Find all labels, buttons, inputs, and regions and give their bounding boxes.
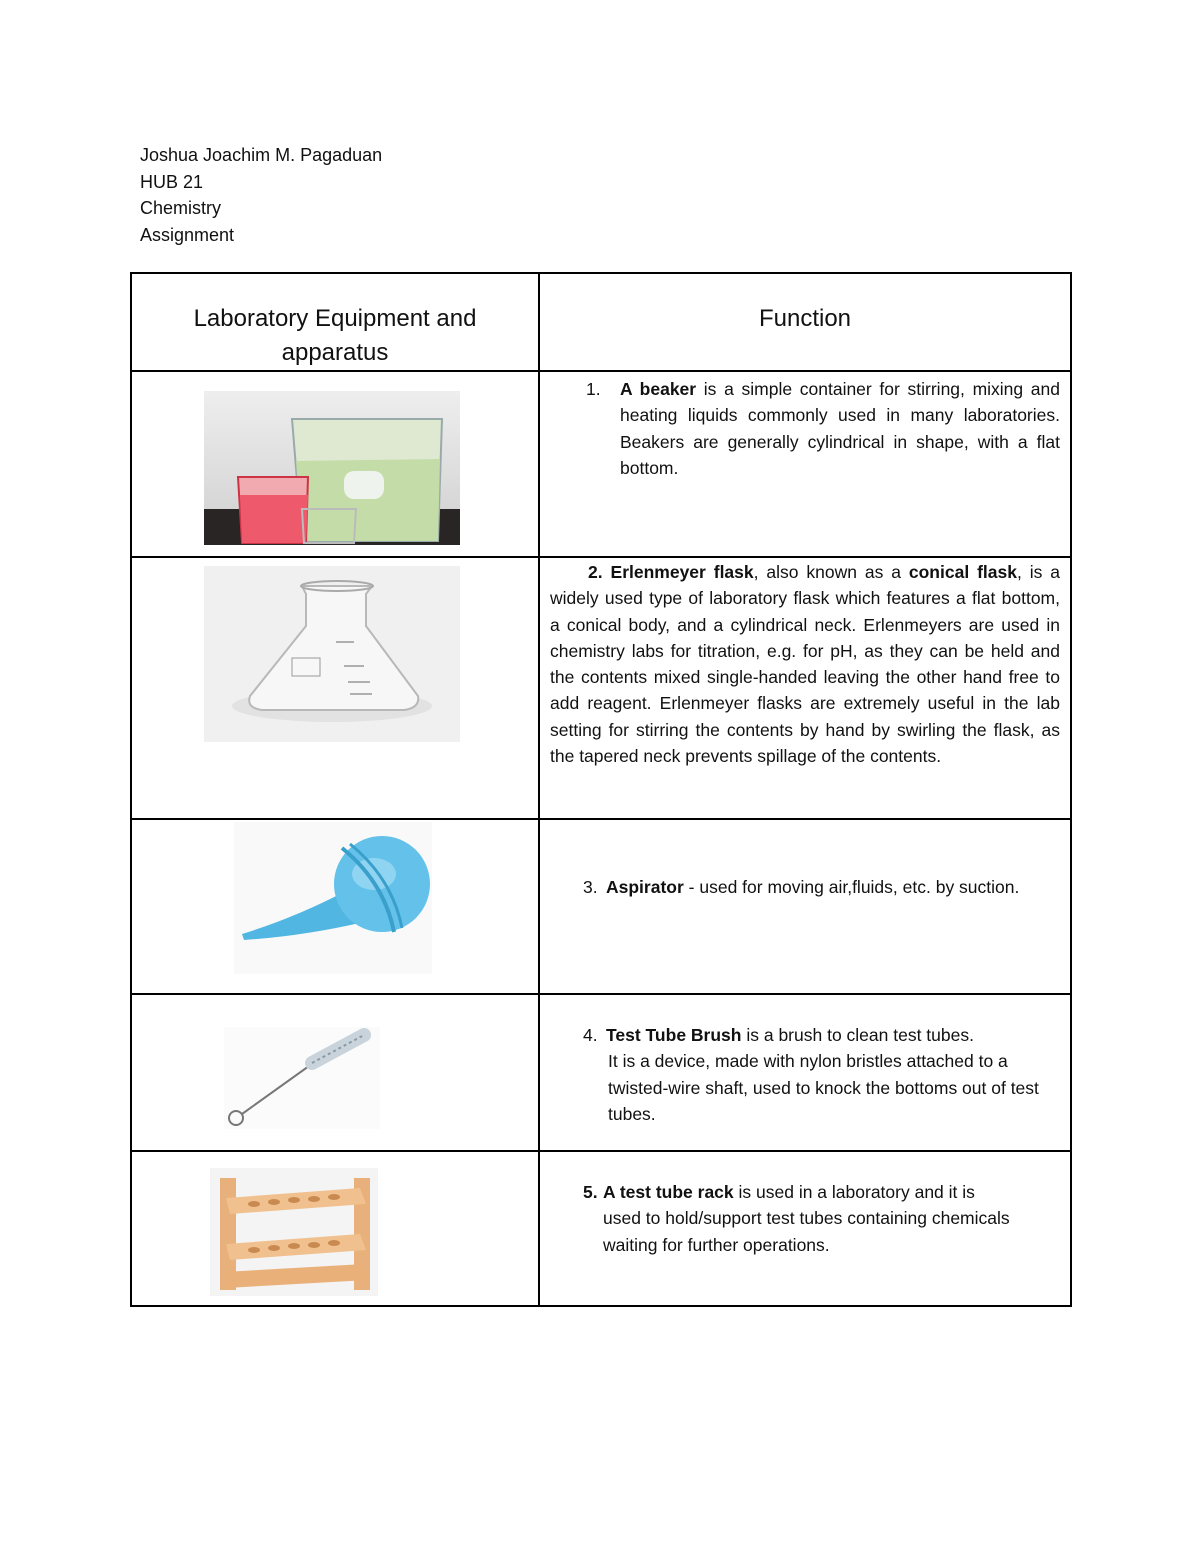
item-description: , also known as a bbox=[753, 562, 909, 582]
table-header-row bbox=[131, 273, 1071, 371]
table-row bbox=[131, 557, 1071, 819]
item-description: - used for moving air,fluids, etc. by suction. bbox=[683, 877, 1020, 897]
table-row bbox=[131, 1151, 1071, 1306]
item-term-alt: conical flask bbox=[908, 562, 1017, 582]
equipment-image-cell bbox=[131, 819, 539, 994]
item-description: , is a widely used type of laboratory flask which features a flat bottom, a conical body, and a cylindrical neck. Erlenmeyers are used in chemistry labs for titration, e.g. for pH, as they can be held and the contents mixed single-handed leaving the other hand free to add reagent. Erlenmeyer flasks are extremely useful in the lab setting for stirring the contents by hand by swirling the flask, as the tapered neck prevents spillage of the contents. bbox=[550, 562, 1060, 767]
item-number: 4. bbox=[583, 1025, 598, 1045]
beaker-photo bbox=[204, 391, 460, 545]
item-description: is a simple container for stirring, mixing and heating liquids commonly used in many laboratories. Beakers are generally cylindrical in shape, with a flat bottom. bbox=[620, 379, 1061, 478]
item-term: Test Tube Brush bbox=[606, 1025, 742, 1045]
table-row bbox=[131, 819, 1071, 994]
table-row bbox=[131, 994, 1071, 1151]
test-tube-brush-photo bbox=[224, 1027, 380, 1129]
function-cell bbox=[539, 1151, 1071, 1306]
item-term: A test tube rack bbox=[603, 1182, 734, 1202]
column-header-function: Function bbox=[539, 273, 1071, 371]
item-term: A beaker bbox=[620, 379, 697, 399]
item-number: 2. bbox=[588, 562, 603, 582]
function-cell bbox=[539, 994, 1071, 1151]
function-cell bbox=[539, 371, 1071, 557]
test-tube-rack-photo bbox=[210, 1168, 378, 1296]
aspirator-bulb-photo bbox=[234, 822, 432, 974]
equipment-image-cell bbox=[131, 557, 539, 819]
item-description: is a brush to clean test tubes. bbox=[741, 1025, 974, 1045]
function-cell bbox=[539, 557, 1071, 819]
item-term: Aspirator bbox=[606, 877, 684, 897]
equipment-image-cell bbox=[131, 1151, 539, 1306]
item-term: Erlenmeyer flask bbox=[610, 562, 754, 582]
section-label: HUB 21 bbox=[140, 171, 204, 192]
equipment-image-cell bbox=[131, 371, 539, 557]
erlenmeyer-flask-photo bbox=[204, 566, 460, 742]
document-header bbox=[140, 142, 382, 248]
item-description-detail: It is a device, made with nylon bristles attached to a twisted-wire shaft, used to knock the bottoms out of test tubes. bbox=[608, 1051, 1039, 1124]
student-name: Joshua Joachim M. Pagaduan bbox=[140, 145, 383, 165]
table-row bbox=[131, 371, 1071, 557]
item-number: 1. bbox=[586, 379, 601, 399]
equipment-image-cell bbox=[131, 994, 539, 1151]
item-number: 5. bbox=[583, 1182, 598, 1202]
assignment-label: Assignment bbox=[140, 224, 235, 245]
equipment-table bbox=[130, 272, 1072, 1307]
item-description: is used in a laboratory and it is used to hold/support test tubes containing chemicals waiting for further operations. bbox=[603, 1182, 1010, 1255]
subject-label: Chemistry bbox=[140, 198, 222, 218]
column-header-equipment: Laboratory Equipment and apparatus bbox=[131, 273, 539, 371]
item-number: 3. bbox=[583, 877, 598, 897]
function-cell bbox=[539, 819, 1071, 994]
